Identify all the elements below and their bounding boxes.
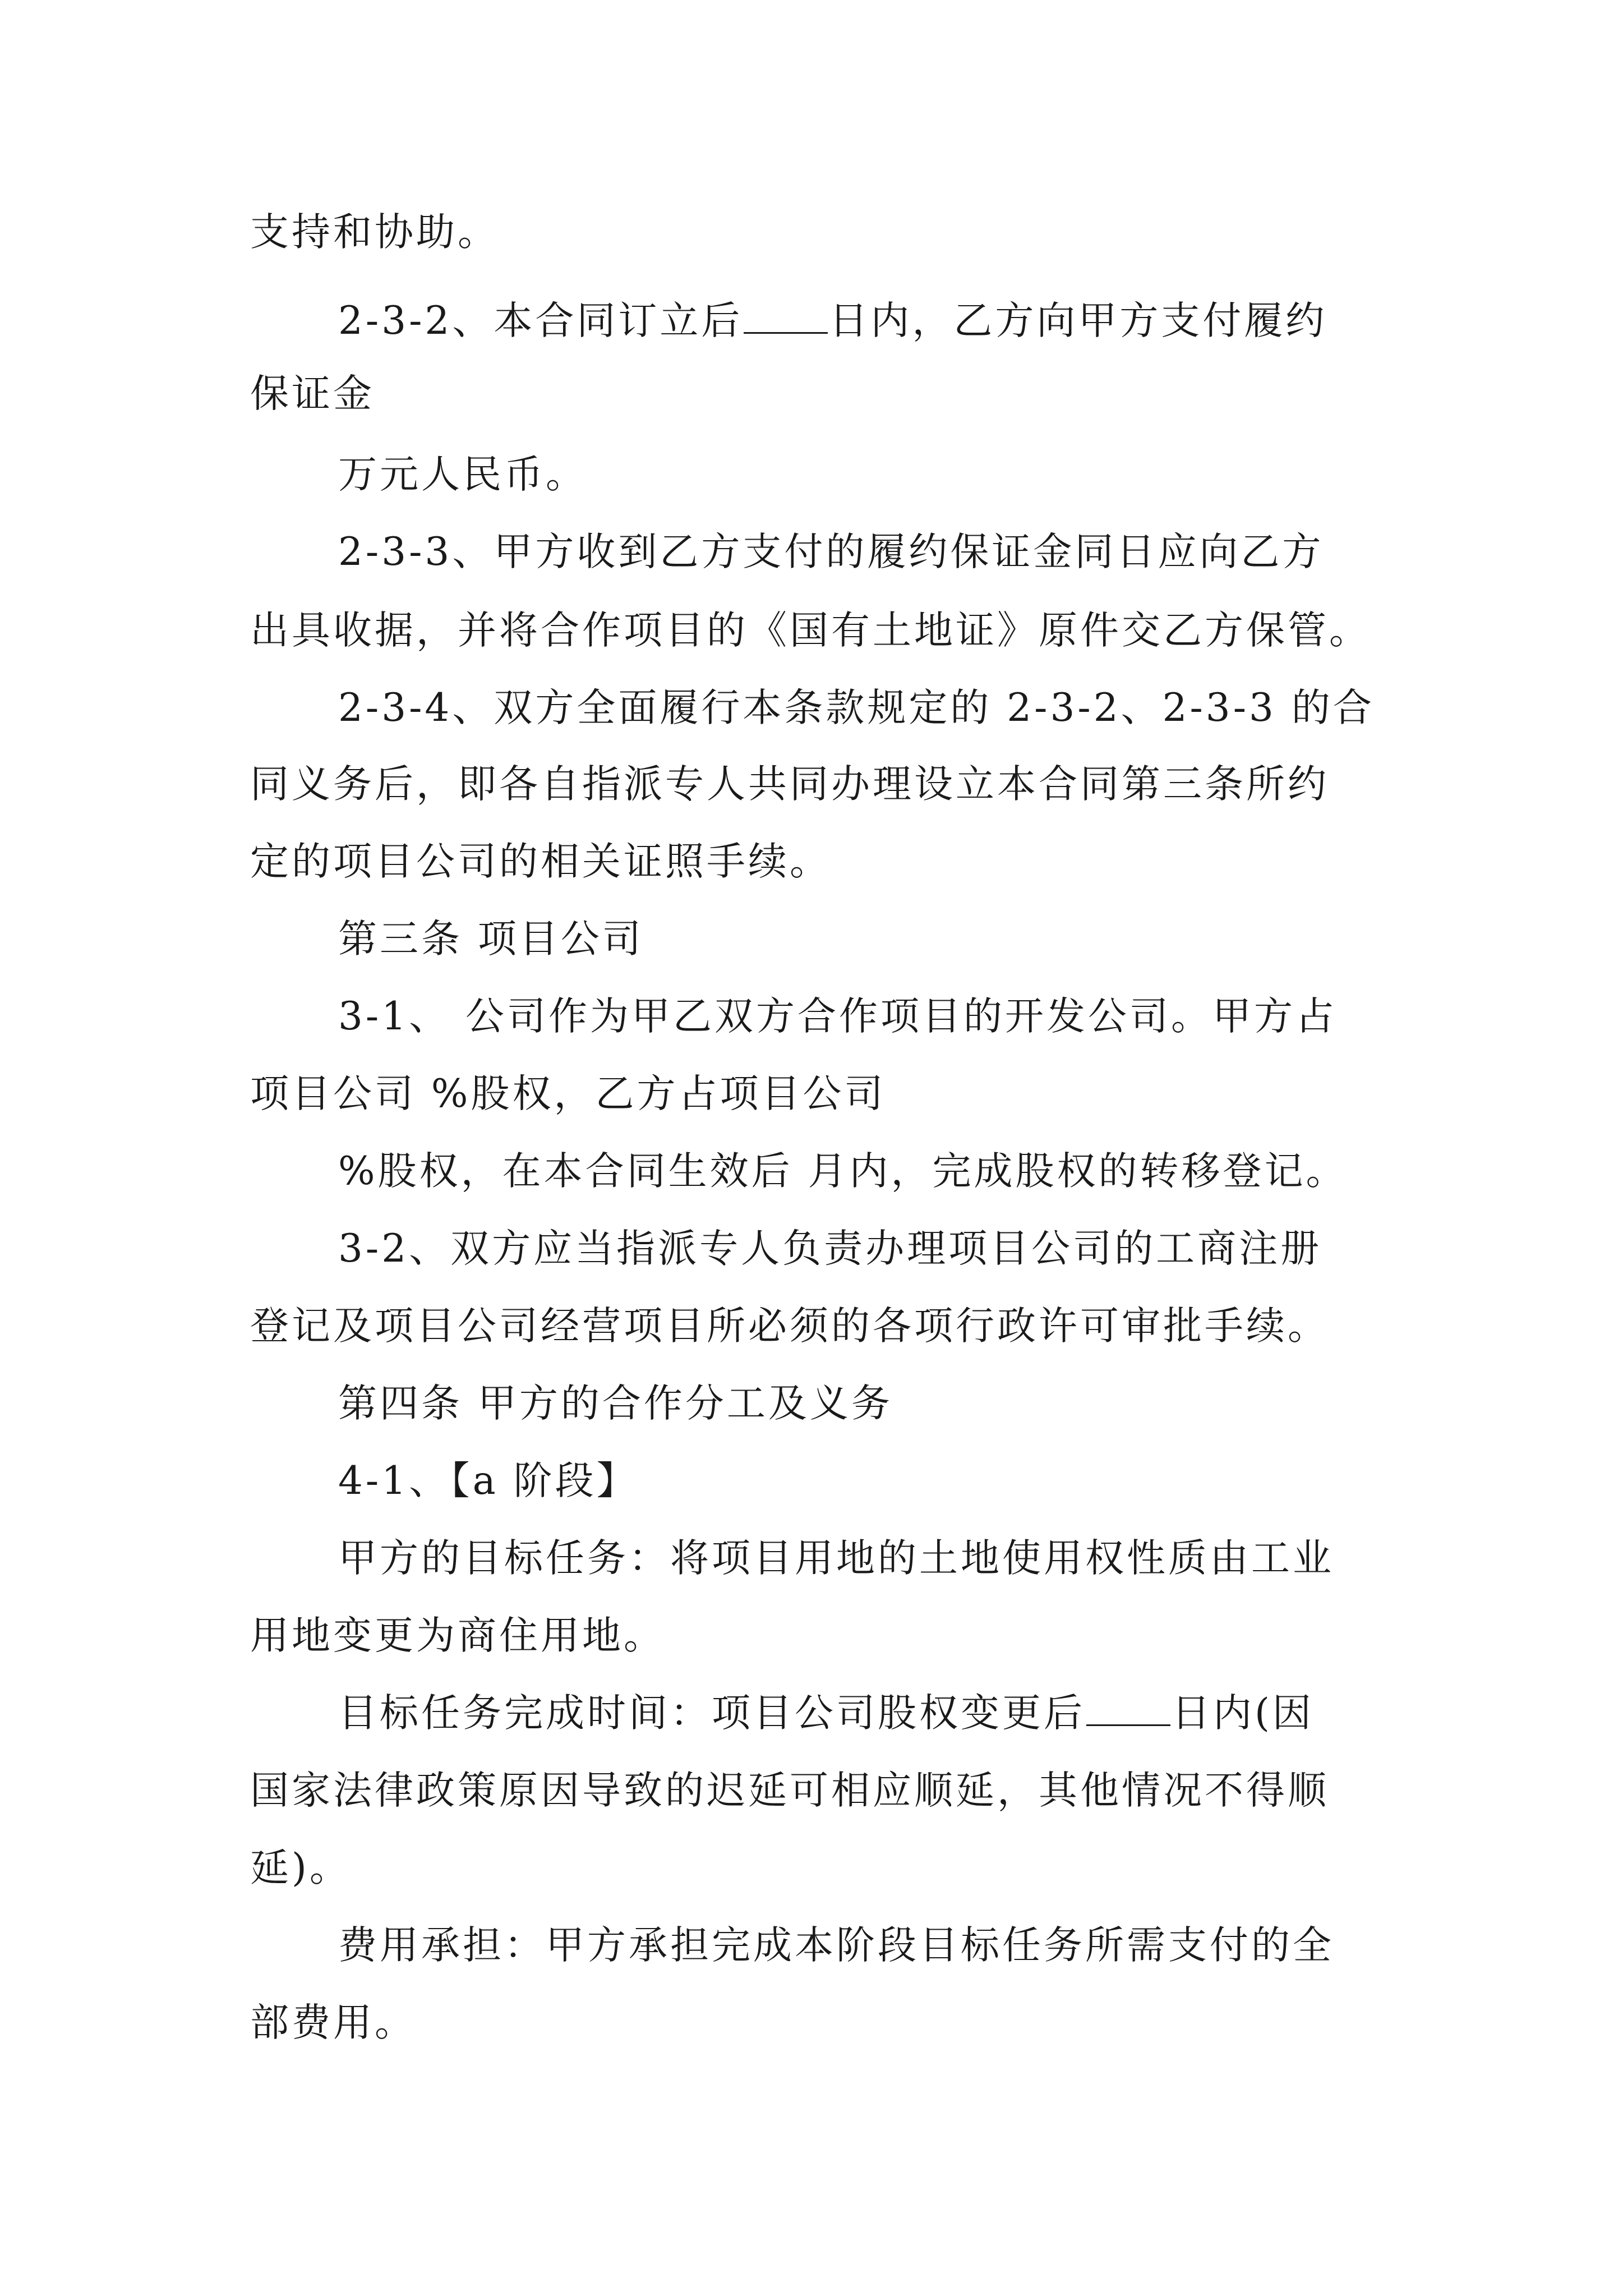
text-span: 国家法律政策原因导致的迟延可相应顺延，其他情况不得顺 xyxy=(250,1768,1329,1813)
text-line xyxy=(338,295,1327,347)
text-line xyxy=(338,991,1337,1042)
fill-in-blank xyxy=(1086,1692,1170,1726)
text-line xyxy=(338,1455,638,1507)
text-span: 项目公司 %股权，乙方占项目公司 xyxy=(250,1071,886,1116)
text-span: 目标任务完成时间：项目公司股权变更后 xyxy=(338,1691,1085,1736)
text-span: 日内，乙方向甲方支付履约 xyxy=(829,298,1327,343)
text-span: 万元人民币。 xyxy=(338,452,587,497)
text-line xyxy=(338,1533,1334,1584)
text-span: 定的项目公司的相关证照手续。 xyxy=(250,839,831,884)
text-line xyxy=(338,682,1375,734)
text-span: 3-1、 公司作为甲乙双方合作项目的开发公司。甲方占 xyxy=(338,994,1338,1039)
text-span: 3-2、双方应当指派专人负责办理项目公司的工商注册 xyxy=(338,1226,1322,1271)
text-line xyxy=(250,368,375,420)
text-span: 部费用。 xyxy=(250,2000,416,2045)
text-span: 同义务后，即各自指派专人共同办理设立本合同第三条所约 xyxy=(250,762,1329,807)
text-span: 2-3-3、甲方收到乙方支付的履约保证金同日应向乙方 xyxy=(338,530,1324,574)
text-line xyxy=(338,526,1324,578)
text-span: 4-1、【a 阶段】 xyxy=(338,1458,638,1503)
text-line xyxy=(338,1145,1348,1197)
text-span: 费用承担：甲方承担完成本阶段目标任务所需支付的全 xyxy=(338,1923,1334,1968)
text-span: 登记及项目公司经营项目所必须的各项行政许可审批手续。 xyxy=(250,1304,1329,1349)
fill-in-blank xyxy=(744,300,828,334)
text-span: 2-3-2、本合同订立后 xyxy=(338,298,743,343)
text-span: %股权，在本合同生效后 月内，完成股权的转移登记。 xyxy=(338,1149,1348,1194)
section-heading xyxy=(338,913,644,965)
text-line xyxy=(250,758,1329,810)
text-span: 支持和协助。 xyxy=(250,210,499,255)
text-span: 2-3-4、双方全面履行本条款规定的 2-3-2、2-3-3 的合 xyxy=(338,685,1375,730)
text-line xyxy=(250,206,499,258)
text-line xyxy=(250,1068,886,1120)
text-line xyxy=(250,1997,416,2049)
text-line xyxy=(250,1765,1329,1816)
text-span: 第三条 项目公司 xyxy=(338,917,644,961)
text-line xyxy=(250,836,831,887)
text-span: 第四条 甲方的合作分工及义务 xyxy=(338,1381,893,1426)
text-span: 甲方的目标任务：将项目用地的土地使用权性质由工业 xyxy=(338,1536,1334,1581)
text-span: 保证金 xyxy=(250,371,375,416)
text-span: 用地变更为商住用地。 xyxy=(250,1613,665,1658)
text-line xyxy=(338,1687,1314,1739)
text-line xyxy=(250,1610,665,1662)
section-heading xyxy=(338,1378,893,1429)
text-line xyxy=(338,449,587,500)
text-line xyxy=(338,1920,1334,1971)
text-line xyxy=(250,1300,1329,1352)
text-line xyxy=(250,1842,351,1894)
text-span: 延)。 xyxy=(250,1846,351,1890)
text-span: 日内(因 xyxy=(1172,1691,1314,1736)
text-span: 出具收据，并将合作项目的《国有土地证》原件交乙方保管。 xyxy=(250,608,1371,653)
text-line xyxy=(338,1223,1322,1274)
text-line xyxy=(250,605,1371,656)
